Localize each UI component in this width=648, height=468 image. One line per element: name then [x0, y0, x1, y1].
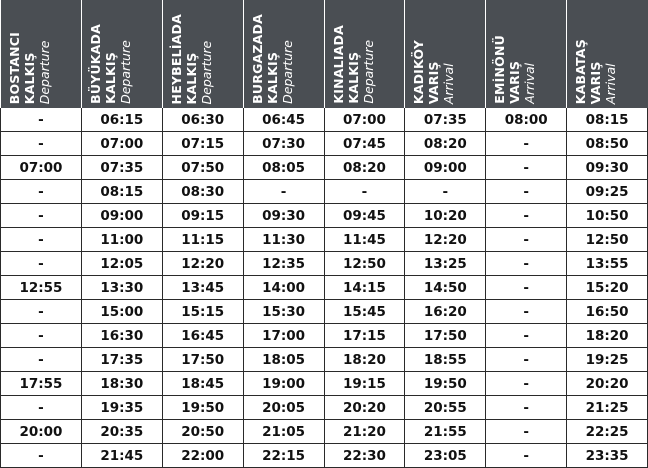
column-header [1, 0, 82, 108]
time-cell: 15:45 [324, 300, 405, 324]
time-cell: - [1, 204, 82, 228]
trip-type: KALKIŞ [183, 52, 199, 104]
column-header-label [573, 39, 618, 104]
time-cell: 14:50 [405, 276, 486, 300]
time-cell: 10:50 [567, 204, 648, 228]
time-cell: 17:00 [243, 324, 324, 348]
time-cell: 08:15 [81, 180, 162, 204]
time-cell: 21:55 [405, 420, 486, 444]
time-cell: - [486, 156, 567, 180]
time-cell: 07:50 [162, 156, 243, 180]
station-name: KINALIADA [330, 25, 346, 104]
trip-type: VARIŞ [507, 61, 523, 104]
time-cell: 15:30 [243, 300, 324, 324]
time-cell: 19:35 [81, 396, 162, 420]
time-cell: 22:15 [243, 444, 324, 468]
time-cell: 12:35 [243, 252, 324, 276]
time-cell: 11:00 [81, 228, 162, 252]
table-row [1, 228, 648, 252]
time-cell: 07:00 [81, 132, 162, 156]
time-cell: 20:20 [324, 396, 405, 420]
station-name: BOSTANCI [6, 31, 22, 104]
time-cell: - [405, 180, 486, 204]
table-row [1, 108, 648, 132]
station-name: HEYBELİADA [168, 13, 184, 104]
time-cell: 18:30 [81, 372, 162, 396]
time-cell: - [324, 180, 405, 204]
time-cell: - [486, 132, 567, 156]
time-cell: 07:35 [81, 156, 162, 180]
time-cell: 19:25 [567, 348, 648, 372]
time-cell: 08:50 [567, 132, 648, 156]
trip-type: KALKIŞ [264, 52, 280, 104]
table-row [1, 348, 648, 372]
column-header-wrap [486, 0, 566, 108]
trip-type-english: Departure [36, 40, 52, 104]
column-header [486, 0, 567, 108]
column-header-label [250, 14, 295, 104]
time-cell: 08:30 [162, 180, 243, 204]
column-header-label [88, 24, 133, 104]
time-cell: 19:50 [405, 372, 486, 396]
time-cell: 09:25 [567, 180, 648, 204]
station-name: BURGAZADA [249, 14, 265, 104]
time-cell: - [486, 180, 567, 204]
column-header-wrap [1, 0, 81, 108]
time-cell: 07:30 [243, 132, 324, 156]
time-cell: 11:15 [162, 228, 243, 252]
time-cell: - [1, 444, 82, 468]
time-cell: 13:55 [567, 252, 648, 276]
column-header [81, 0, 162, 108]
time-cell: 22:30 [324, 444, 405, 468]
time-cell: 09:45 [324, 204, 405, 228]
time-cell: 17:35 [81, 348, 162, 372]
trip-type-english: Arrival [441, 63, 457, 104]
time-cell: 06:15 [81, 108, 162, 132]
time-cell: - [1, 324, 82, 348]
time-cell: 13:30 [81, 276, 162, 300]
table-row [1, 180, 648, 204]
column-header [162, 0, 243, 108]
trip-type-english: Departure [198, 40, 214, 104]
column-header-wrap [163, 0, 243, 108]
column-header-wrap [567, 0, 647, 108]
time-cell: - [1, 396, 82, 420]
column-header-wrap [405, 0, 485, 108]
time-cell: 19:00 [243, 372, 324, 396]
time-cell: 23:35 [567, 444, 648, 468]
time-cell: 12:20 [162, 252, 243, 276]
time-cell: 08:15 [567, 108, 648, 132]
station-name: BÜYÜKADA [87, 24, 103, 104]
table-row [1, 396, 648, 420]
time-cell: 23:05 [405, 444, 486, 468]
column-header-label [411, 40, 456, 104]
time-cell: 12:20 [405, 228, 486, 252]
time-cell: 15:00 [81, 300, 162, 324]
time-cell: - [1, 132, 82, 156]
time-cell: 13:45 [162, 276, 243, 300]
time-cell: 18:20 [324, 348, 405, 372]
station-name: KABATAŞ [573, 38, 589, 104]
column-header [405, 0, 486, 108]
table-row [1, 372, 648, 396]
trip-type: VARIŞ [588, 61, 604, 104]
table-row [1, 252, 648, 276]
column-header-label [7, 32, 52, 104]
trip-type-english: Departure [279, 40, 295, 104]
time-cell: - [486, 204, 567, 228]
time-cell: 21:05 [243, 420, 324, 444]
timetable-body [1, 108, 648, 468]
time-cell: 06:45 [243, 108, 324, 132]
time-cell: 06:30 [162, 108, 243, 132]
trip-type-english: Arrival [603, 63, 619, 104]
time-cell: 09:00 [405, 156, 486, 180]
time-cell: 09:15 [162, 204, 243, 228]
station-name: KADIKÖY [411, 39, 427, 104]
time-cell: 07:00 [324, 108, 405, 132]
column-header-wrap [244, 0, 324, 108]
time-cell: - [486, 372, 567, 396]
header-row [1, 0, 648, 108]
time-cell: 17:55 [1, 372, 82, 396]
time-cell: 11:30 [243, 228, 324, 252]
timetable-header [1, 0, 648, 108]
column-header-wrap [325, 0, 405, 108]
time-cell: 14:15 [324, 276, 405, 300]
time-cell: 07:45 [324, 132, 405, 156]
time-cell: - [486, 444, 567, 468]
time-cell: 12:50 [324, 252, 405, 276]
time-cell: 08:20 [405, 132, 486, 156]
time-cell: 18:45 [162, 372, 243, 396]
time-cell: 20:20 [567, 372, 648, 396]
time-cell: 21:45 [81, 444, 162, 468]
time-cell: 08:00 [486, 108, 567, 132]
time-cell: - [486, 276, 567, 300]
time-cell: 16:45 [162, 324, 243, 348]
time-cell: 09:30 [243, 204, 324, 228]
time-cell: - [1, 300, 82, 324]
time-cell: 22:25 [567, 420, 648, 444]
trip-type: KALKIŞ [102, 52, 118, 104]
time-cell: - [1, 228, 82, 252]
time-cell: - [1, 108, 82, 132]
time-cell: 20:50 [162, 420, 243, 444]
time-cell: 14:00 [243, 276, 324, 300]
time-cell: 11:45 [324, 228, 405, 252]
time-cell: 16:30 [81, 324, 162, 348]
time-cell: 22:00 [162, 444, 243, 468]
trip-type-english: Departure [117, 40, 133, 104]
time-cell: - [486, 348, 567, 372]
time-cell: 12:05 [81, 252, 162, 276]
time-cell: 10:20 [405, 204, 486, 228]
time-cell: 12:50 [567, 228, 648, 252]
column-header [567, 0, 648, 108]
time-cell: 20:55 [405, 396, 486, 420]
time-cell: 19:50 [162, 396, 243, 420]
time-cell: 12:55 [1, 276, 82, 300]
time-cell: - [486, 252, 567, 276]
time-cell: 21:25 [567, 396, 648, 420]
time-cell: - [486, 300, 567, 324]
time-cell: 13:25 [405, 252, 486, 276]
time-cell: - [1, 348, 82, 372]
time-cell: 17:50 [162, 348, 243, 372]
time-cell: 20:35 [81, 420, 162, 444]
table-row [1, 420, 648, 444]
time-cell: 07:15 [162, 132, 243, 156]
column-header [324, 0, 405, 108]
trip-type: KALKIŞ [345, 52, 361, 104]
time-cell: 18:55 [405, 348, 486, 372]
time-cell: - [1, 252, 82, 276]
station-name: EMİNÖNÜ [492, 35, 508, 104]
trip-type-english: Departure [360, 40, 376, 104]
time-cell: 19:15 [324, 372, 405, 396]
table-row [1, 444, 648, 468]
column-header-wrap [82, 0, 162, 108]
trip-type-english: Arrival [522, 63, 538, 104]
table-row [1, 324, 648, 348]
table-row [1, 204, 648, 228]
table-row [1, 132, 648, 156]
time-cell: 09:00 [81, 204, 162, 228]
time-cell: - [486, 228, 567, 252]
column-header [243, 0, 324, 108]
table-row [1, 276, 648, 300]
time-cell: 16:20 [405, 300, 486, 324]
time-cell: - [486, 396, 567, 420]
time-cell: 08:20 [324, 156, 405, 180]
time-cell: 09:30 [567, 156, 648, 180]
column-header-label [492, 35, 537, 104]
trip-type: KALKIŞ [21, 52, 37, 104]
time-cell: 07:00 [1, 156, 82, 180]
time-cell: 20:00 [1, 420, 82, 444]
time-cell: 16:50 [567, 300, 648, 324]
time-cell: 15:20 [567, 276, 648, 300]
column-header-label [169, 14, 214, 104]
time-cell: - [486, 420, 567, 444]
time-cell: 15:15 [162, 300, 243, 324]
time-cell: 07:35 [405, 108, 486, 132]
time-cell: 21:20 [324, 420, 405, 444]
table-row [1, 300, 648, 324]
column-header-label [331, 25, 376, 104]
table-row [1, 156, 648, 180]
time-cell: 17:15 [324, 324, 405, 348]
time-cell: - [1, 180, 82, 204]
time-cell: 18:05 [243, 348, 324, 372]
time-cell: - [486, 324, 567, 348]
time-cell: - [243, 180, 324, 204]
time-cell: 20:05 [243, 396, 324, 420]
trip-type: VARIŞ [426, 61, 442, 104]
time-cell: 18:20 [567, 324, 648, 348]
time-cell: 17:50 [405, 324, 486, 348]
time-cell: 08:05 [243, 156, 324, 180]
